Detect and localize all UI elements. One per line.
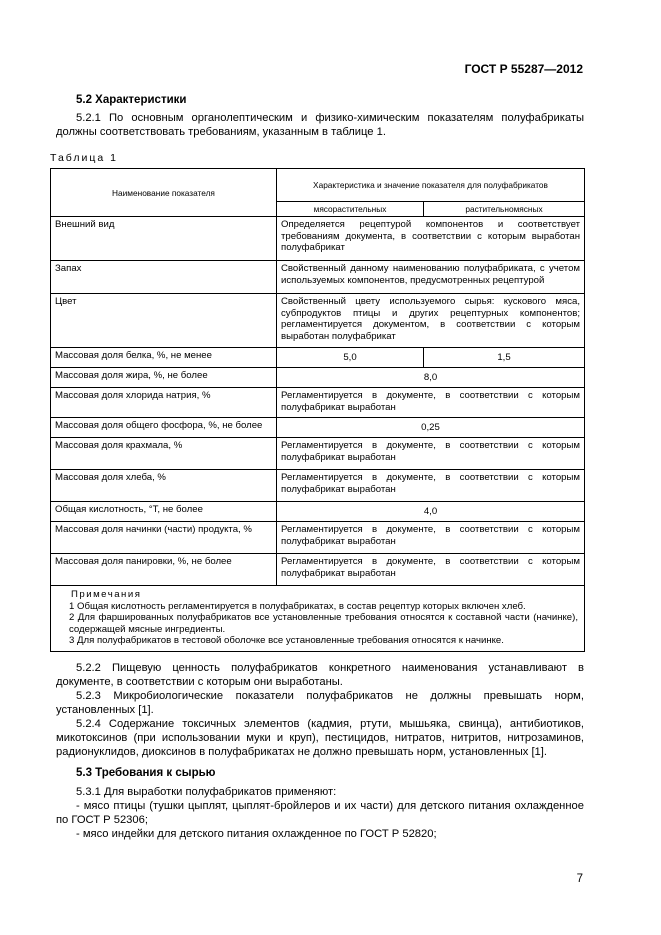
table-row [51,470,585,502]
header-characteristic: Характеристика и значение показателя для полуфабрикатов [277,169,585,202]
indicator-name: Общая кислотность, °Т, не более [51,502,277,522]
indicator-value: Регламентируется в документе, в соответствии с которым полуфабрикат выработан [277,470,585,502]
note-item: 3 Для полуфабрикатов в тестовой оболочке все установленные требования относятся к начинке. [69,635,504,646]
indicator-name: Массовая доля жира, %, не более [51,368,277,388]
paragraph-5-3-1: 5.3.1 Для выработки полуфабрикатов применяют: [76,786,337,798]
indicator-value-meat-veg: 5,0 [277,348,424,368]
section-title-5-3: 5.3 Требования к сырью [76,767,216,779]
indicator-name: Массовая доля хлорида натрия, % [51,388,277,418]
paragraph-5-2-4: 5.2.4 Содержание токсичных элементов (кадмия, ртути, мышьяка, свинца), антибиотиков, микотоксинов (при использовании муки и круп), пестицидов, нитратов, нитритов, нитрозаминов, радионуклидов, диоксинов в полуфабрикатах не должно превышать норм, установленных [1]. [56,718,584,758]
indicator-name: Массовая доля общего фосфора, %, не более [51,418,277,438]
table-row [51,348,585,368]
page-number: 7 [576,873,583,885]
indicator-value: Регламентируется в документе, в соответствии с которым полуфабрикат выработан [277,554,585,586]
indicator-name: Запах [51,261,277,294]
table-row [51,368,585,388]
notes-title: Примечания [71,589,142,600]
paragraph-5-2-3: 5.2.3 Микробиологические показатели полуфабрикатов не должны превышать норм, установленных [1]. [56,690,584,716]
paragraph-5-2-1: 5.2.1 По основным органолептическим и физико-химическим показателям полуфабрикаты должны соответствовать требованиям, указанным в таблице 1. [56,112,584,138]
indicator-value: Регламентируется в документе, в соответствии с которым полуфабрикат выработан [277,388,585,418]
table-notes [51,586,585,652]
indicator-value: Свойственный цвету используемого сырья: кускового мяса, субпродуктов птицы и других рецептурных компонентов; регламентируется документом, в соответствии с которым выработан полуфабрикат [277,294,585,348]
table-row [51,217,585,261]
table-row [51,438,585,470]
indicator-name: Массовая доля начинки (части) продукта, % [51,522,277,554]
indicator-value: 4,0 [277,502,585,522]
header-col-veg-meat: растительномясных [424,202,585,217]
note-item: 1 Общая кислотность регламентируется в полуфабрикатах, в состав рецептур которых включен хлеб. [69,600,526,612]
list-item: - мясо индейки для детского питания охлажденное по ГОСТ Р 52820; [76,828,437,840]
table-row [51,554,585,586]
table-row [51,418,585,438]
document-code: ГОСТ Р 55287—2012 [464,62,583,76]
table-row [51,522,585,554]
indicator-value: Регламентируется в документе, в соответствии с которым полуфабрикат выработан [277,438,585,470]
indicator-name: Внешний вид [51,217,277,261]
section-title-5-2: 5.2 Характеристики [76,94,187,106]
table-notes-row [51,586,585,652]
indicator-name: Массовая доля панировки, %, не более [51,554,277,586]
indicator-value: Определяется рецептурой компонентов и соответствует требованиям документа, в соответствии с которым выработан полуфабрикат [277,217,585,261]
indicator-value-veg-meat: 1,5 [424,348,585,368]
indicator-name: Цвет [51,294,277,348]
indicator-value: 0,25 [277,418,585,438]
header-indicator: Наименование показателя [51,169,277,217]
paragraph-5-2-2: 5.2.2 Пищевую ценность полуфабрикатов конкретного наименования устанавливают в документе, в соответствии с которым они выработаны. [56,662,584,688]
note-item: 2 Для фаршированных полуфабрикатов все установленные требования относятся к составной части (начинке), содержащей мясные ингредиенты. [69,612,578,635]
indicator-name: Массовая доля крахмала, % [51,438,277,470]
table-row [51,261,585,294]
indicator-value: Регламентируется в документе, в соответствии с которым полуфабрикат выработан [277,522,585,554]
indicator-value: 8,0 [277,368,585,388]
indicator-name: Массовая доля белка, %, не менее [51,348,277,368]
indicator-value: Свойственный данному наименованию полуфабриката, с учетом используемых компонентов, предусмотренных рецептурой [277,261,585,294]
table-label: Таблица 1 [50,152,118,164]
characteristics-table [50,168,585,652]
list-item: - мясо птицы (тушки цыплят, цыплят-бройлеров и их части) для детского питания охлажденное по ГОСТ Р 52306; [56,800,584,826]
table-row [51,294,585,348]
indicator-name: Массовая доля хлеба, % [51,470,277,502]
table-row [51,388,585,418]
header-col-meat-veg: мясорастительных [277,202,424,217]
table-row [51,502,585,522]
